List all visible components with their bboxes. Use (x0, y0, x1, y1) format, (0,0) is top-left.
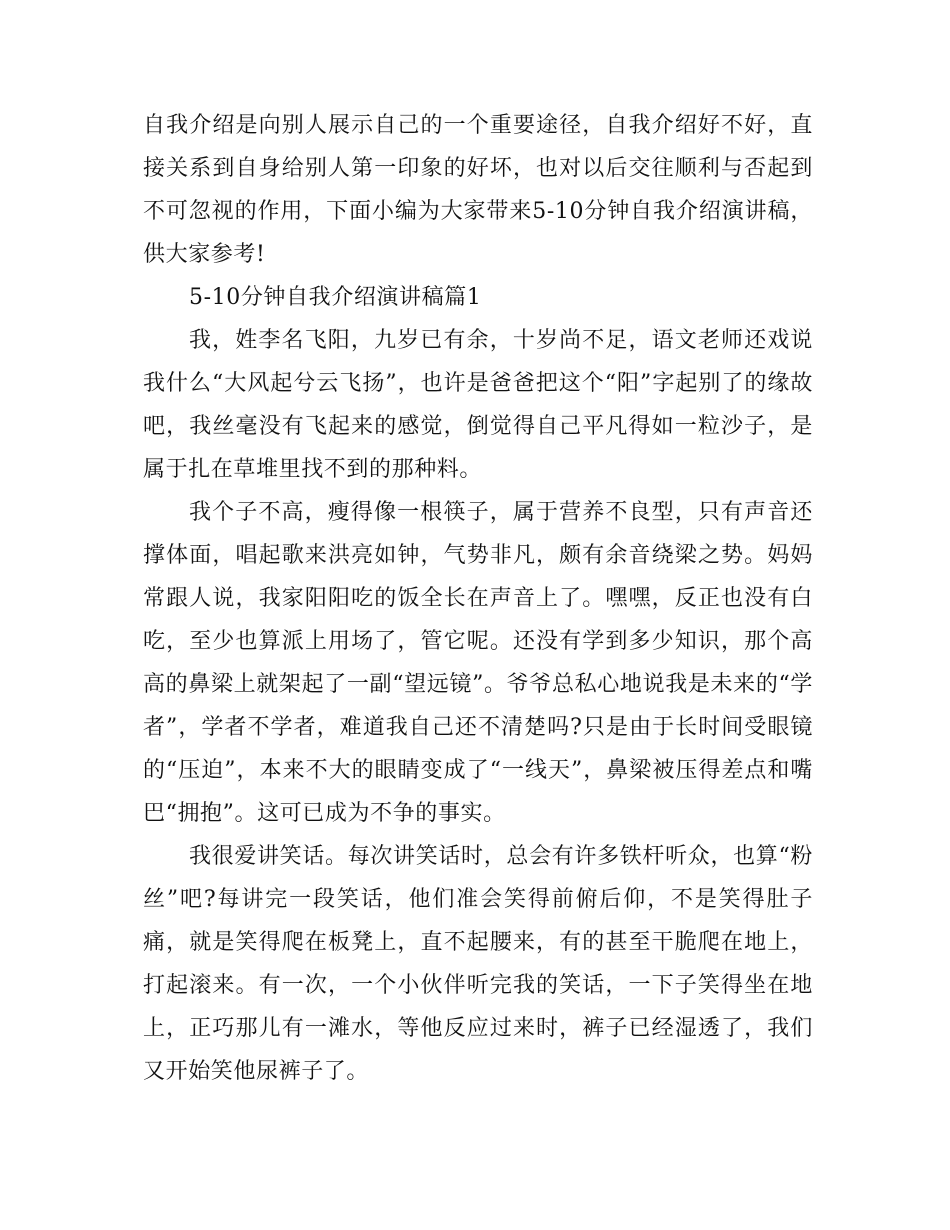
section-heading: 5-10分钟自我介绍演讲稿篇1 (189, 285, 482, 310)
body-paragraph-2: 我个子不高，瘦得像一根筷子，属于营养不良型，只有声音还撑体面，唱起歌来洪亮如钟，气势非凡，颇有余音绕梁之势。妈妈常跟人说，我家阳阳吃的饭全长在声音上了。嘿嘿，反正也没有白吃，至少也算派上用场了，管它呢。还没有学到多少知识，那个高高的鼻梁上就架起了一副“望远镜”。爷爷总私心地说我是未来的“学者”，学者不学者，难道我自己还不清楚吗?只是由于长时间受眼镜的“压迫”，本来不大的眼睛变成了“一线天”，鼻梁被压得差点和嘴巴“拥抱”。这可已成为不争的事实。 (143, 500, 813, 826)
intro-paragraph: 自我介绍是向别人展示自己的一个重要途径，自我介绍好不好，直接关系到自身给别人第一印象的好坏，也对以后交往顺利与否起到不可忽视的作用，下面小编为大家带来5-10分钟自我介绍演讲稿，供大家参考! (143, 113, 813, 267)
body-paragraph-1: 我，姓李名飞阳，九岁已有余，十岁尚不足，语文老师还戏说我什么“大风起兮云飞扬”，也许是爸爸把这个“阳”字起别了的缘故吧，我丝毫没有飞起来的感觉，倒觉得自己平凡得如一粒沙子，是属于扎在草堆里找不到的那种料。 (143, 328, 813, 482)
document-body (143, 104, 813, 1093)
body-paragraph-3: 我很爱讲笑话。每次讲笑话时，总会有许多铁杆听众，也算“粉丝”吧?每讲完一段笑话，他们准会笑得前俯后仰，不是笑得肚子痛，就是笑得爬在板凳上，直不起腰来，有的甚至干脆爬在地上，打起滚来。有一次，一个小伙伴听完我的笑话，一下子笑得坐在地上，正巧那儿有一滩水，等他反应过来时，裤子已经湿透了，我们又开始笑他尿裤子了。 (143, 844, 813, 1084)
